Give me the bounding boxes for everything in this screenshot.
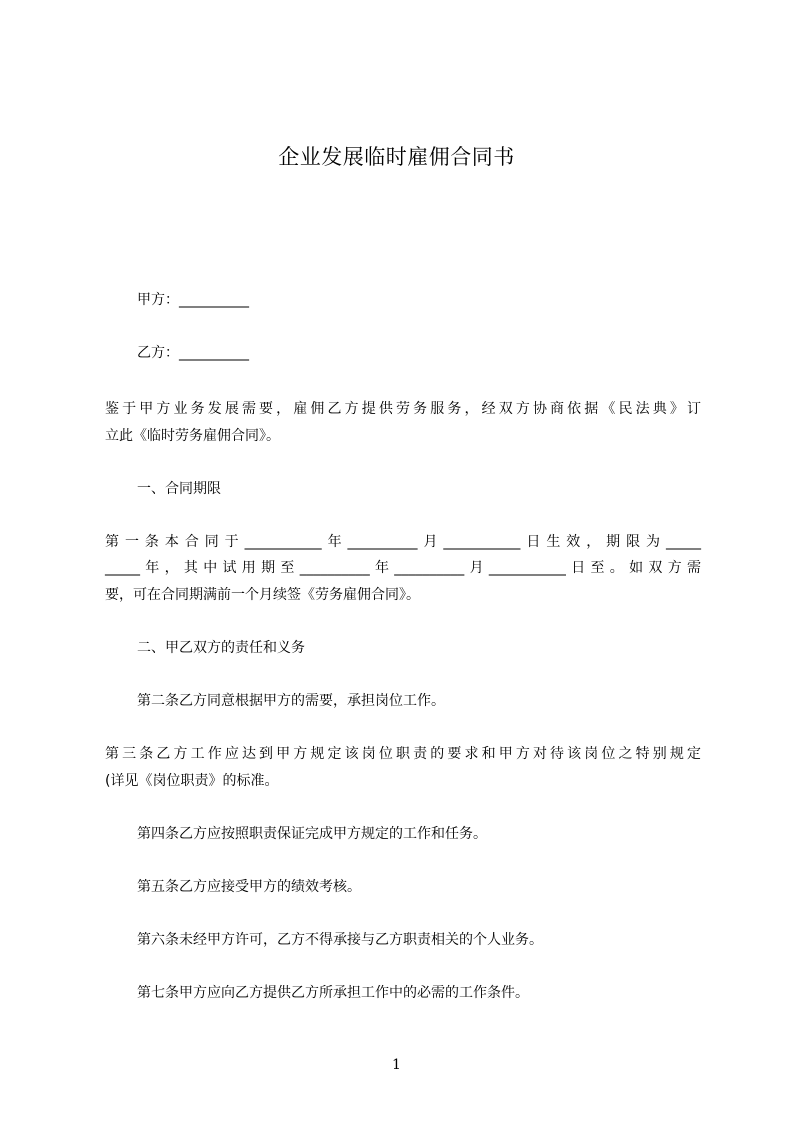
preamble-line-2: 立此《临时劳务雇佣合同》。	[105, 428, 280, 444]
article-2: 第二条乙方同意根据甲方的需要，承担岗位工作。	[137, 693, 445, 709]
article-3-line-1: 第三条乙方工作应达到甲方规定该岗位职责的要求和甲方对待该岗位之特别规定	[105, 746, 701, 762]
party-a-line: 甲方：__________	[137, 292, 249, 308]
article-6: 第六条未经甲方许可，乙方不得承接与乙方职责相关的个人业务。	[137, 932, 543, 948]
article-5: 第五条乙方应接受甲方的绩效考核。	[137, 879, 361, 895]
section-heading-duties: 二、甲乙双方的责任和义务	[137, 640, 305, 656]
party-b-line: 乙方：__________	[137, 345, 249, 361]
preamble-line-1: 鉴于甲方业务发展需要，雇佣乙方提供劳务服务，经双方协商依据《民法典》订	[105, 401, 701, 417]
article-1-line-3: 要，可在合同期满前一个月续签《劳务雇佣合同》。	[105, 587, 420, 603]
section-heading-term: 一、合同期限	[137, 481, 221, 497]
article-7: 第七条甲方应向乙方提供乙方所承担工作中的必需的工作条件。	[137, 985, 529, 1001]
article-3-line-2: (详见《岗位职责》的标准。	[105, 773, 279, 789]
article-4: 第四条乙方应按照职责保证完成甲方规定的工作和任务。	[137, 826, 487, 842]
article-1-line-1: 第一条本合同于___________年__________月___________日生效，期限为_____	[105, 534, 701, 550]
article-1-line-2: _____年，其中试用期至__________年__________月___________日至。如双方需	[105, 560, 701, 576]
page-number: 1	[392, 1057, 401, 1073]
document-title: 企业发展临时雇佣合同书	[278, 145, 515, 169]
